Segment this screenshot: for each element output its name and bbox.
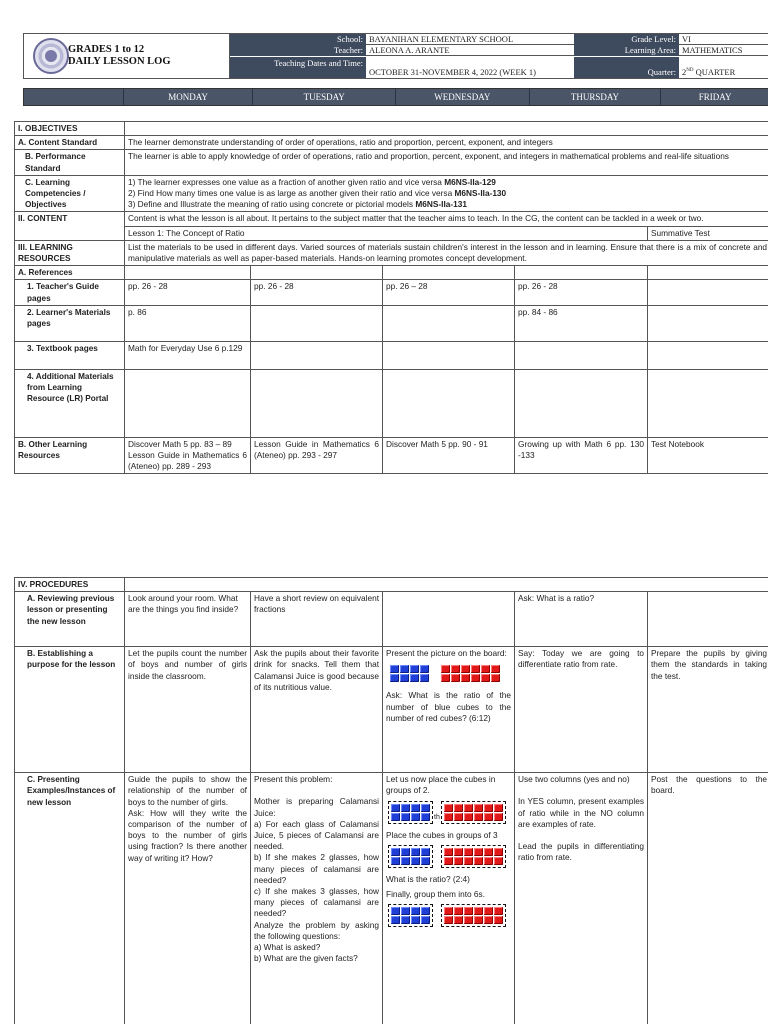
blue-cube xyxy=(390,665,399,673)
a-tue: Have a short review on equivalent fractions xyxy=(251,592,383,647)
other-wed: Discover Math 5 pp. 90 - 91 xyxy=(383,437,515,474)
red-cube xyxy=(454,857,463,865)
red-cube xyxy=(444,916,453,924)
lm-tue xyxy=(251,305,383,341)
header-box xyxy=(23,33,768,79)
procedures-heading: IV. PROCEDURES xyxy=(15,578,125,592)
red-cube xyxy=(494,848,503,856)
tg-mon: pp. 26 - 28 xyxy=(125,280,251,305)
objectives-blank xyxy=(125,122,768,136)
red-cube xyxy=(494,916,503,924)
red-cube xyxy=(454,916,463,924)
b-thu: Say: Today we are going to differentiate ratio from rate. xyxy=(515,647,648,773)
red-cube xyxy=(464,804,473,812)
content-description: Content is what the lesson is all about. It pertains to the subject matter that the teacher aims to teach. In the CG, the content can be tackled in a week or two. xyxy=(125,212,768,226)
red-cube xyxy=(484,813,493,821)
red-cube xyxy=(494,813,503,821)
red-cube xyxy=(444,848,453,856)
meta-row-school xyxy=(230,34,768,45)
blue-cube xyxy=(401,813,410,821)
objectives-heading: I. OBJECTIVES xyxy=(15,122,125,136)
cubes-groups-of-3 xyxy=(388,845,511,868)
red-cube xyxy=(491,665,500,673)
red-cubes-2 xyxy=(441,801,506,824)
am-mon xyxy=(125,369,251,437)
blue-cube xyxy=(411,857,420,865)
tb-mon: Math for Everyday Use 6 p.129 xyxy=(125,341,251,369)
red-cube xyxy=(491,674,500,682)
red-cube xyxy=(474,916,483,924)
blue-cube xyxy=(401,804,410,812)
red-cube xyxy=(464,857,473,865)
day-wednesday: WEDNESDAY xyxy=(396,89,530,105)
blue-cube xyxy=(401,907,410,915)
day-thursday: THURSDAY xyxy=(530,89,662,105)
additional-materials-label: 4. Additional Materials from Learning Resource (LR) Portal xyxy=(15,369,125,437)
blue-cube xyxy=(391,857,400,865)
ref-mon xyxy=(125,266,251,280)
c-mon: Guide the pupils to show the relationship of the number of boys to the number of girls. Ask: How will they write the comparison of the number of boys to the number of girls using fraction? Is there another way of writing it? How? xyxy=(125,773,251,1024)
other-mon: Discover Math 5 pp. 83 – 89 Lesson Guide in Mathematics 6 (Ateneo) pp. 289 - 293 xyxy=(125,437,251,474)
blue-cube xyxy=(401,916,410,924)
blue-cubes-6 xyxy=(388,904,433,927)
red-cube xyxy=(454,804,463,812)
ref-thu xyxy=(515,266,648,280)
school-label: School: xyxy=(230,34,366,45)
blue-cube xyxy=(421,813,430,821)
red-cube xyxy=(481,674,490,682)
lm-wed xyxy=(383,305,515,341)
red-cubes xyxy=(439,663,502,684)
blue-cube xyxy=(391,916,400,924)
grade-label: Grade Level: xyxy=(574,34,679,45)
blue-cube xyxy=(421,804,430,812)
day-header-bar xyxy=(23,88,768,106)
red-cube xyxy=(444,813,453,821)
lm-fri xyxy=(648,305,768,341)
teachers-guide-label: 1. Teacher's Guide pages xyxy=(15,280,125,305)
c-tue: Present this problem: Mother is preparing Calamansi Juice: a) For each glass of Calamansi Juice, 5 pieces of Calamansi are needed. b) If she makes 2 glasses, how many pieces of calamansi are needed? c) If she makes 3 glasses, how many pieces of calamansi are needed? Analyze the problem by asking the following questions: a) What is asked? b) What are the given facts? xyxy=(251,773,383,1024)
cubes-groups-of-2 xyxy=(388,801,511,824)
deped-seal-icon xyxy=(33,38,69,74)
red-cube xyxy=(454,848,463,856)
a-fri xyxy=(648,592,768,647)
content-standard-label: A. Content Standard xyxy=(15,136,125,150)
b-mon: Let the pupils count the number of boys and number of girls inside the classroom. xyxy=(125,647,251,773)
blue-cube xyxy=(421,916,430,924)
red-cube xyxy=(474,848,483,856)
procedures-blank xyxy=(125,578,768,592)
red-cube xyxy=(464,848,473,856)
area-label: Learning Area: xyxy=(574,45,679,56)
resources-description: List the materials to be used in different days. Varied sources of materials sustain children's interest in the lesson and in learning. Ensure that there is a mix of concrete and manipulative materials as well as paper-based materials. Hands-on learning promotes concept development. xyxy=(125,240,768,265)
blue-cube xyxy=(410,665,419,673)
other-thu: Growing up with Math 6 pp. 130 -133 xyxy=(515,437,648,474)
a-mon: Look around your room. What are the things you find inside? xyxy=(125,592,251,647)
red-cube xyxy=(484,804,493,812)
a-wed xyxy=(383,592,515,647)
blue-cube xyxy=(401,857,410,865)
red-cube xyxy=(451,665,460,673)
meta-row-dates xyxy=(230,57,768,78)
red-cube xyxy=(474,804,483,812)
blue-cubes xyxy=(388,663,431,684)
teacher-label: Teacher: xyxy=(230,45,366,56)
day-spacer xyxy=(24,89,124,105)
dates-value: OCTOBER 31-NOVEMBER 4, 2022 (WEEK 1) xyxy=(369,67,536,77)
red-cube xyxy=(494,804,503,812)
tb-wed xyxy=(383,341,515,369)
area-value: MATHEMATICS xyxy=(679,45,768,56)
red-cube xyxy=(454,907,463,915)
brand-line-1: GRADES 1 to 12 xyxy=(68,44,145,55)
tg-thu: pp. 26 - 28 xyxy=(515,280,648,305)
learners-materials-label: 2. Learner's Materials pages xyxy=(15,305,125,341)
brand-block xyxy=(24,34,230,78)
blue-cube xyxy=(391,804,400,812)
c-thu: Use two columns (yes and no) In YES column, present examples of ratio while in the NO column are examples of rate. Lead the pupils in differentiating ratio from rate. xyxy=(515,773,648,1024)
blue-cube xyxy=(421,907,430,915)
red-cube xyxy=(494,857,503,865)
blue-cube xyxy=(420,674,429,682)
red-cube xyxy=(484,857,493,865)
red-cube xyxy=(461,665,470,673)
brand-line-2: DAILY LESSON LOG xyxy=(68,56,171,67)
red-cube xyxy=(451,674,460,682)
red-cube xyxy=(461,674,470,682)
blue-cube xyxy=(421,848,430,856)
competencies-label: C. Learning Competencies / Objectives xyxy=(15,175,125,212)
red-cube xyxy=(471,674,480,682)
day-tuesday: TUESDAY xyxy=(253,89,396,105)
red-cube xyxy=(444,907,453,915)
blue-cube xyxy=(420,665,429,673)
b-fri: Prepare the pupils by giving them the standards in taking the test. xyxy=(648,647,768,773)
grade-value: VI xyxy=(679,34,768,45)
red-cube xyxy=(484,916,493,924)
resources-heading: III. LEARNING RESOURCES xyxy=(15,240,125,265)
blue-cube xyxy=(411,813,420,821)
red-cube xyxy=(471,665,480,673)
red-cube xyxy=(474,813,483,821)
content-friday: Summative Test xyxy=(648,226,768,240)
ref-tue xyxy=(251,266,383,280)
ref-wed xyxy=(383,266,515,280)
tb-thu xyxy=(515,341,648,369)
b-tue: Ask the pupils about their favorite drink for snacks. Tell them that Calamansi Juice is good because of its nutritious value. xyxy=(251,647,383,773)
lesson-table-top xyxy=(14,121,768,474)
red-cube xyxy=(464,916,473,924)
b-wed: Present the picture on the board: Ask: What is the ratio of the number of blue cubes to the number of red cubes? (6:12) xyxy=(383,647,515,773)
blue-cube xyxy=(391,848,400,856)
a-thu: Ask: What is a ratio? xyxy=(515,592,648,647)
red-cube xyxy=(464,907,473,915)
content-lesson-title: Lesson 1: The Concept of Ratio xyxy=(125,226,648,240)
blue-cube xyxy=(391,813,400,821)
other-tue: Lesson Guide in Mathematics 6 (Ateneo) pp. 293 - 297 xyxy=(251,437,383,474)
dates-label: Teaching Dates and Time: xyxy=(230,57,366,78)
cubes-picture xyxy=(388,663,511,684)
am-fri xyxy=(648,369,768,437)
day-friday: FRIDAY xyxy=(698,92,732,102)
performance-standard-text: The learner is able to apply knowledge of order of operations, ratio and proportion, percent, exponent, and integers in mathematical problems and real-life situations xyxy=(125,150,768,175)
red-cube xyxy=(444,804,453,812)
red-cube xyxy=(441,674,450,682)
red-cube xyxy=(441,665,450,673)
tb-tue xyxy=(251,341,383,369)
lm-mon: p. 86 xyxy=(125,305,251,341)
th-label: th xyxy=(434,814,440,822)
ref-fri xyxy=(648,266,768,280)
blue-cube xyxy=(410,674,419,682)
am-thu xyxy=(515,369,648,437)
reviewing-label: A. Reviewing previous lesson or presenting the new lesson xyxy=(15,592,125,647)
blue-cube xyxy=(411,848,420,856)
blue-cube xyxy=(411,916,420,924)
content-standard-text: The learner demonstrate understanding of order of operations, ratio and proportion, percent, exponent, and integers xyxy=(125,136,768,150)
red-cube xyxy=(474,857,483,865)
red-cubes-6 xyxy=(441,904,506,927)
tg-tue: pp. 26 - 28 xyxy=(251,280,383,305)
c-fri: Post the questions to the board. xyxy=(648,773,768,1024)
red-cube xyxy=(474,907,483,915)
quarter-label: Quarter: xyxy=(574,57,679,78)
red-cube xyxy=(444,857,453,865)
content-heading: II. CONTENT xyxy=(15,212,125,240)
lesson-table-procedures xyxy=(14,577,768,1024)
am-tue xyxy=(251,369,383,437)
purpose-label: B. Establishing a purpose for the lesson xyxy=(15,647,125,773)
red-cube xyxy=(481,665,490,673)
c-wed: Let us now place the cubes in groups of 2. th Place the cubes in groups of 3 What is the ratio? (2:4) Finally, group them into 6s. xyxy=(383,773,515,1024)
day-monday: MONDAY xyxy=(124,89,254,105)
blue-cube xyxy=(411,907,420,915)
school-value: BAYANIHAN ELEMENTARY SCHOOL xyxy=(366,34,574,45)
textbook-label: 3. Textbook pages xyxy=(15,341,125,369)
tb-fri xyxy=(648,341,768,369)
other-resources-label: B. Other Learning Resources xyxy=(15,437,125,474)
references-label: A. References xyxy=(15,266,125,280)
blue-cube xyxy=(401,848,410,856)
blue-cube xyxy=(390,674,399,682)
blue-cube xyxy=(400,665,409,673)
blue-cube xyxy=(391,907,400,915)
quarter-value: 2ND QUARTER xyxy=(682,67,736,77)
blue-cubes-3 xyxy=(388,845,433,868)
other-fri: Test Notebook xyxy=(648,437,768,474)
red-cubes-3 xyxy=(441,845,506,868)
presenting-examples-label: C. Presenting Examples/Instances of new lesson xyxy=(15,773,125,1024)
red-cube xyxy=(484,848,493,856)
blue-cubes-2 xyxy=(388,801,433,824)
tg-fri xyxy=(648,280,768,305)
blue-cube xyxy=(411,804,420,812)
am-wed xyxy=(383,369,515,437)
red-cube xyxy=(464,813,473,821)
competencies-text: 1) The learner expresses one value as a fraction of another given ratio and vice versa M6NS-IIa-129 2) Find How many times one value is as large as another given their ratio and vice versa M6NS-IIa-130 3) Define and Illustrate the meaning of ratio using concrete or pictorial models M6NS-IIa-131 xyxy=(125,175,768,212)
tg-wed: pp. 26 – 28 xyxy=(383,280,515,305)
cubes-groups-of-6 xyxy=(388,904,511,927)
performance-standard-label: B. Performance Standard xyxy=(15,150,125,175)
red-cube xyxy=(454,813,463,821)
blue-cube xyxy=(421,857,430,865)
brand-title xyxy=(68,44,171,68)
blue-cube xyxy=(400,674,409,682)
teacher-value: ALEONA A. ARANTE xyxy=(366,45,574,56)
meta-row-teacher xyxy=(230,45,768,56)
lm-thu: pp. 84 - 86 xyxy=(515,305,648,341)
red-cube xyxy=(484,907,493,915)
red-cube xyxy=(494,907,503,915)
